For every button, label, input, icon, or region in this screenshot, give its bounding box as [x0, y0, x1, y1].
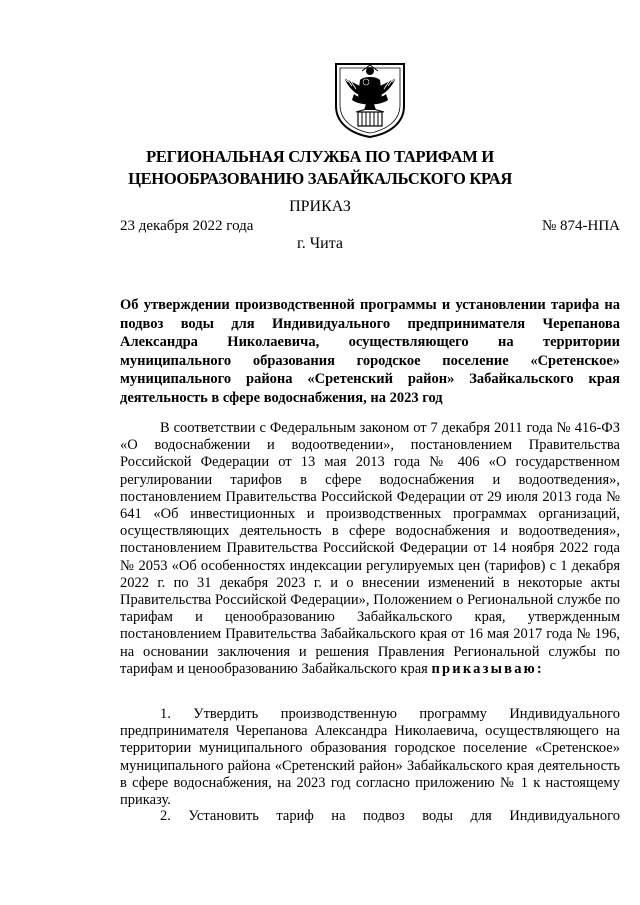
organization-title-line2: ЦЕНООБРАЗОВАНИЮ ЗАБАЙКАЛЬСКОГО КРАЯ: [128, 169, 512, 188]
preamble-text: В соответствии с Федеральным законом от 7 декабря 2011 года № 416-ФЗ «О водоснабжении и водоотведении», постановлением Правительства Российской Федерации от 13 мая 2013 года № 406 «О государственном регулировании тарифов в сфере водоснабжения и водоотведения», постановлением Правительства Российской Федерации от 29 июля 2013 года № 641 «Об инвестиционных и производственных программах организаций, осуществляющих деятельность в сфере водоснабжения и водоотведения», постановлением Правительства Российской Федерации от 14 ноября 2022 года № 2053 «Об особенностях индексации регулируемых цен (тарифов) с 1 декабря 2022 г. по 31 декабря 2023 г. и о внесении изменений в некоторые акты Правительства Российской Федерации», Положением о Региональной службе по тарифам и ценообразованию Забайкальского края, утвержденным постановлением Правительства Забайкальского края от 16 мая 2017 года № 196, на основании заключения и решения Правления Региональной службы по тарифам и ценообразованию Забайкальского края: [120, 420, 620, 677]
document-type: ПРИКАЗ: [289, 198, 351, 215]
organization-title-line1: РЕГИОНАЛЬНАЯ СЛУЖБА ПО ТАРИФАМ И: [146, 147, 494, 166]
preamble-paragraph: [120, 420, 620, 678]
order-item-1: 1. Утвердить производственную программу Индивидуального предпринимателя Черепанова Александра Николаевича, осуществляющего на территории муниципального образования городское поселение «Сретенское» муниципального района «Сретенский район» Забайкальского края деятельность в сфере водоснабжения, на 2023 год согласно приложению № 1 к настоящему приказу.: [120, 706, 620, 809]
organization-title: [120, 146, 520, 190]
order-city: г. Чита: [296, 235, 343, 252]
document-subject: Об утверждении производственной программы и установлении тарифа на подвоз воды для Индивидуального предпринимателя Черепанова Александра Николаевича, осуществляющего на территории муниципального образования городское поселение «Сретенское» муниципального района «Сретенский район» Забайкальского края деятельность в сфере водоснабжения, на 2023 год: [120, 297, 620, 406]
order-item-2: 2. Установить тариф на подвоз воды для Индивидуального: [160, 808, 620, 824]
order-number: № 874-НПА: [541, 218, 620, 234]
order-verb: приказываю:: [431, 660, 544, 677]
coat-of-arms-icon: [330, 60, 410, 138]
order-date: 23 декабря 2022 года: [120, 218, 254, 234]
